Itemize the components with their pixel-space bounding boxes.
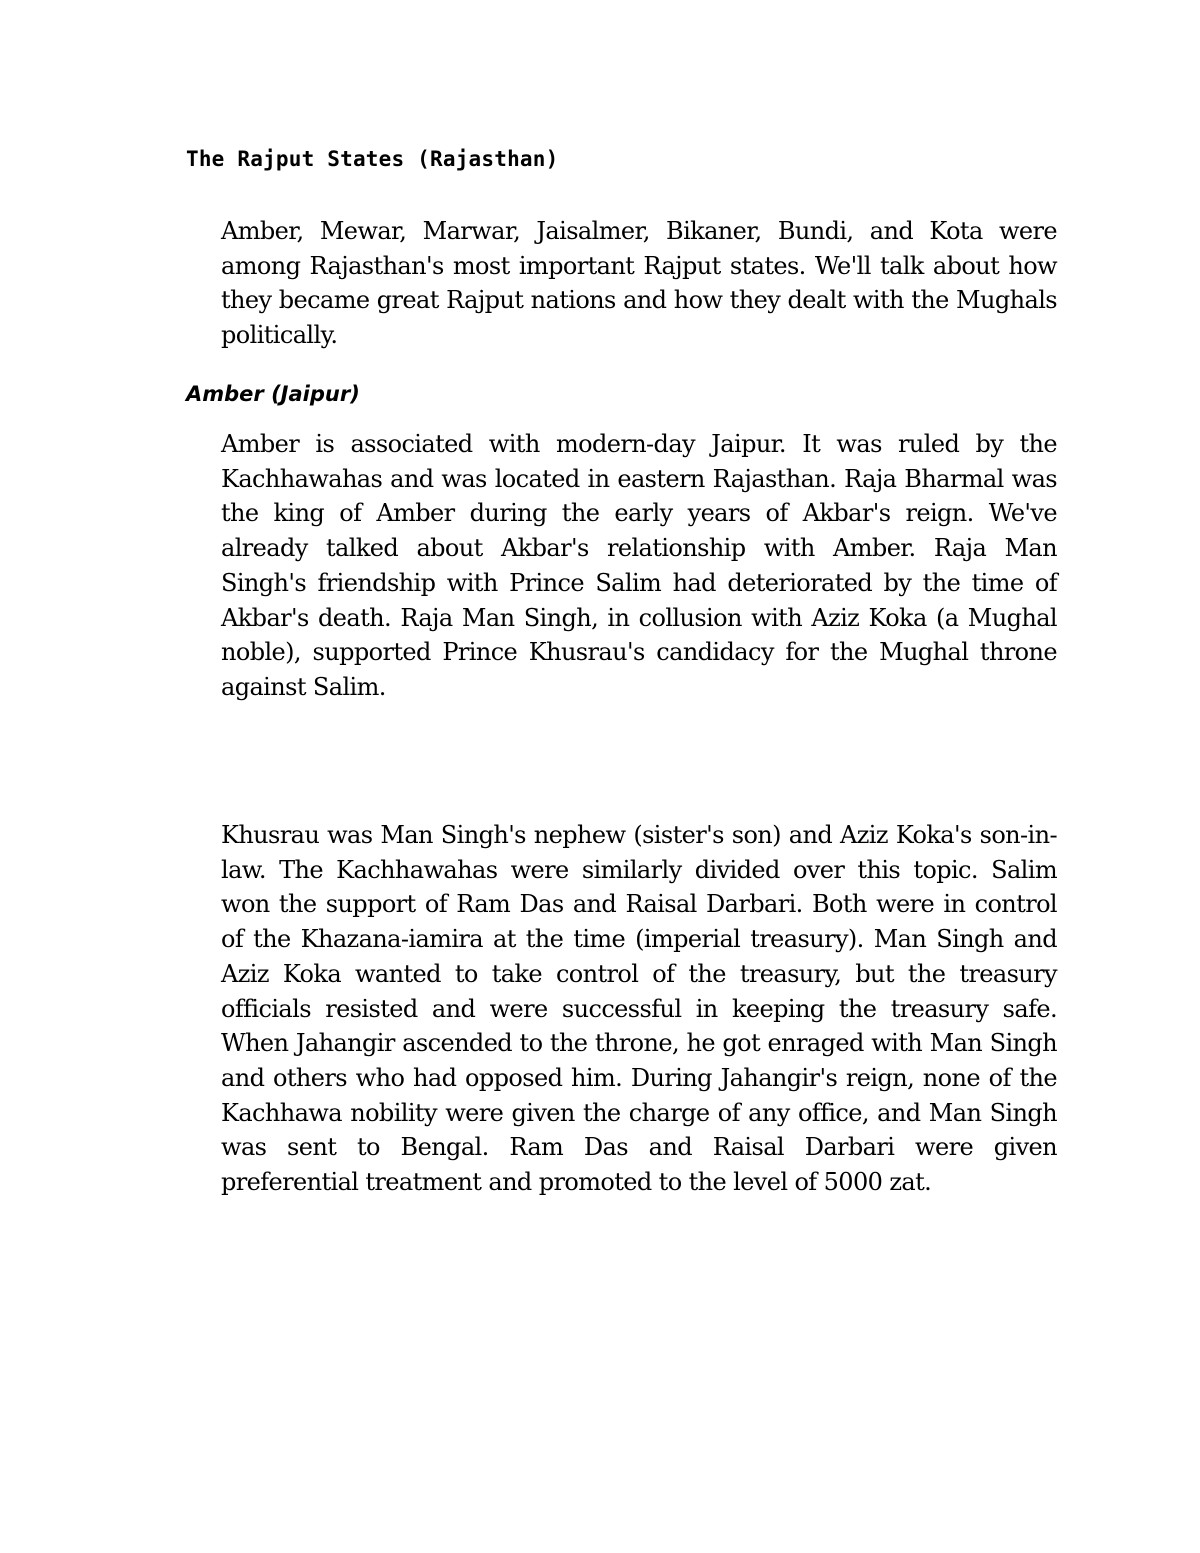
- document-title: The Rajput States (Rajasthan): [186, 147, 559, 171]
- section-heading: Amber (Jaipur): [186, 382, 360, 406]
- section-paragraph: Khusrau was Man Singh's nephew (sister's son) and Aziz Koka's son-in-law. The Kachhawahas were similarly divided over this topic. Salim won the support of Ram Das and Raisal Darbari. Both were in control of the Khazana-iamira at the time (imperial treasury). Man Singh and Aziz Koka wanted to take control of the treasury, but the treasury officials resisted and were successful in keeping the treasury safe. When Jahangir ascended to the throne, he got enraged with Man Singh and others who had opposed him. During Jahangir's reign, none of the Kachhawa nobility were given the charge of any office, and Man Singh was sent to Bengal. Ram Das and Raisal Darbari were given preferential treatment and promoted to the level of 5000 zat.: [221, 821, 1057, 1197]
- section-paragraph: Amber is associated with modern-day Jaipur. It was ruled by the Kachhawahas and was located in eastern Rajasthan. Raja Bharmal was the king of Amber during the early years of Akbar's reign. We've already talked about Akbar's relationship with Amber. Raja Man Singh's friendship with Prince Salim had deteriorated by the time of Akbar's death. Raja Man Singh, in collusion with Aziz Koka (a Mughal noble), supported Prince Khusrau's candidacy for the Mughal throne against Salim.: [221, 430, 1057, 701]
- intro-paragraph: Amber, Mewar, Marwar, Jaisalmer, Bikaner, Bundi, and Kota were among Rajasthan's most important Rajput states. We'll talk about how they became great Rajput nations and how they dealt with the Mughals politically.: [221, 217, 1057, 350]
